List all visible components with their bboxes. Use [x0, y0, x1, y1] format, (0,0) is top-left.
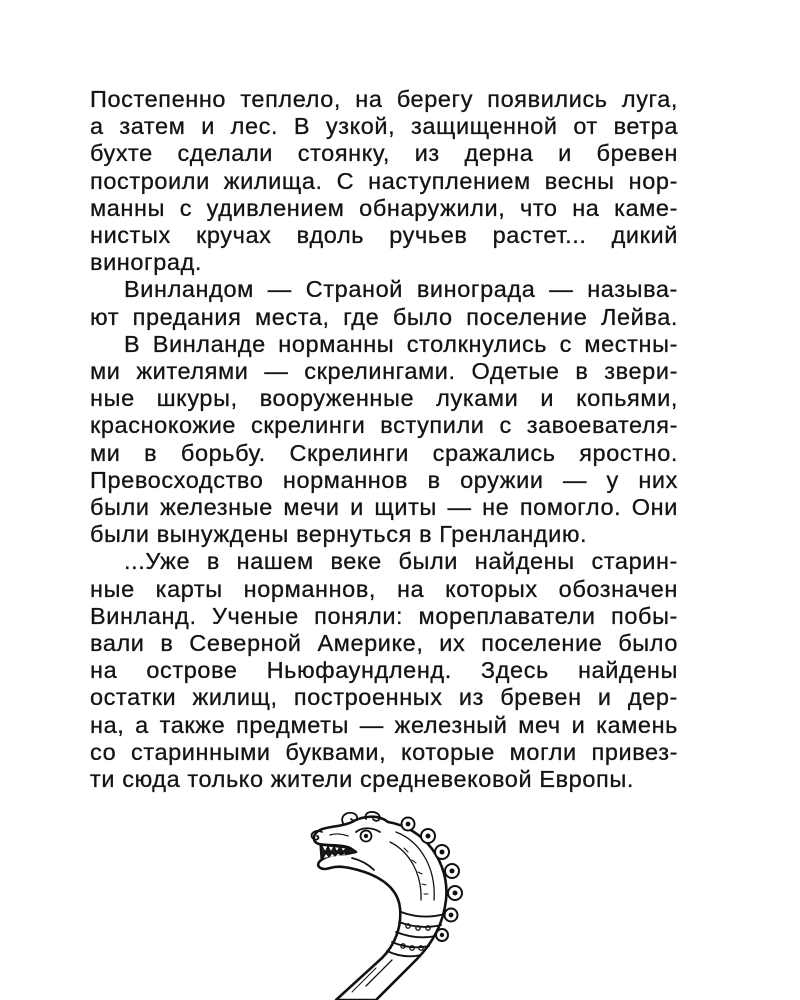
text-line: построили жилища. С наступлением весны нор-	[90, 167, 678, 194]
text-line: вали в Северной Америке, их поселение было	[90, 630, 678, 657]
text-line: В Винланде норманны столкнулись с местны-	[124, 330, 678, 357]
text-line: ...Уже в нашем веке были найдены старин-	[124, 548, 678, 575]
text-line: ти сюда только жители средневековой Европы.	[90, 766, 634, 793]
text-line: ные карты норманнов, на которых обозначен	[90, 575, 678, 602]
text-line: ми в борьбу. Скрелинги сражались яростно.	[90, 439, 678, 466]
text-line: бухте сделали стоянку, из дерна и бревен	[90, 140, 678, 167]
text-line: остатки жилищ, построенных из бревен и дер-	[90, 684, 678, 711]
text-line: ные шкуры, вооруженные луками и копьями,	[90, 385, 678, 412]
text-line: а затем и лес. В узкой, защищенной от ветра	[90, 113, 678, 140]
text-line: виноград.	[90, 249, 203, 276]
paragraph	[90, 331, 678, 549]
text-line: Постепенно теплело, на берегу появились луга,	[90, 86, 678, 112]
text-line: Винланд. Ученые поняли: мореплаватели побы-	[90, 602, 678, 629]
text-line: были железные мечи и щиты — не помогло. Они	[90, 494, 678, 521]
text-line: ют предания места, где было поселение Лейва.	[90, 303, 678, 330]
paragraph	[90, 548, 678, 793]
text-line: со старинными буквами, которые могли привез-	[90, 738, 678, 765]
paragraph	[90, 276, 678, 330]
text-line: на острове Ньюфаундленд. Здесь найдены	[90, 657, 678, 684]
text-line: краснокожие скрелинги вступили с завоевателя-	[90, 412, 678, 439]
text-line: Винландом — Страной винограда — называ-	[124, 276, 678, 303]
text-line: ми жителями — скрелингами. Одетые в звери-	[90, 358, 678, 385]
text-block	[90, 86, 678, 793]
dragon-prow-illustration	[300, 808, 470, 1000]
paragraph	[90, 86, 678, 276]
text-line: на, а также предметы — железный меч и камень	[90, 711, 678, 738]
text-line: манны с удивлением обнаружили, что на каме-	[90, 194, 678, 221]
text-line: нистых кручах вдоль ручьев растет... дикий	[90, 222, 678, 249]
text-line: были вынуждены вернуться в Гренландию.	[90, 521, 588, 548]
text-line: Превосходство норманнов в оружии — у них	[90, 466, 678, 493]
